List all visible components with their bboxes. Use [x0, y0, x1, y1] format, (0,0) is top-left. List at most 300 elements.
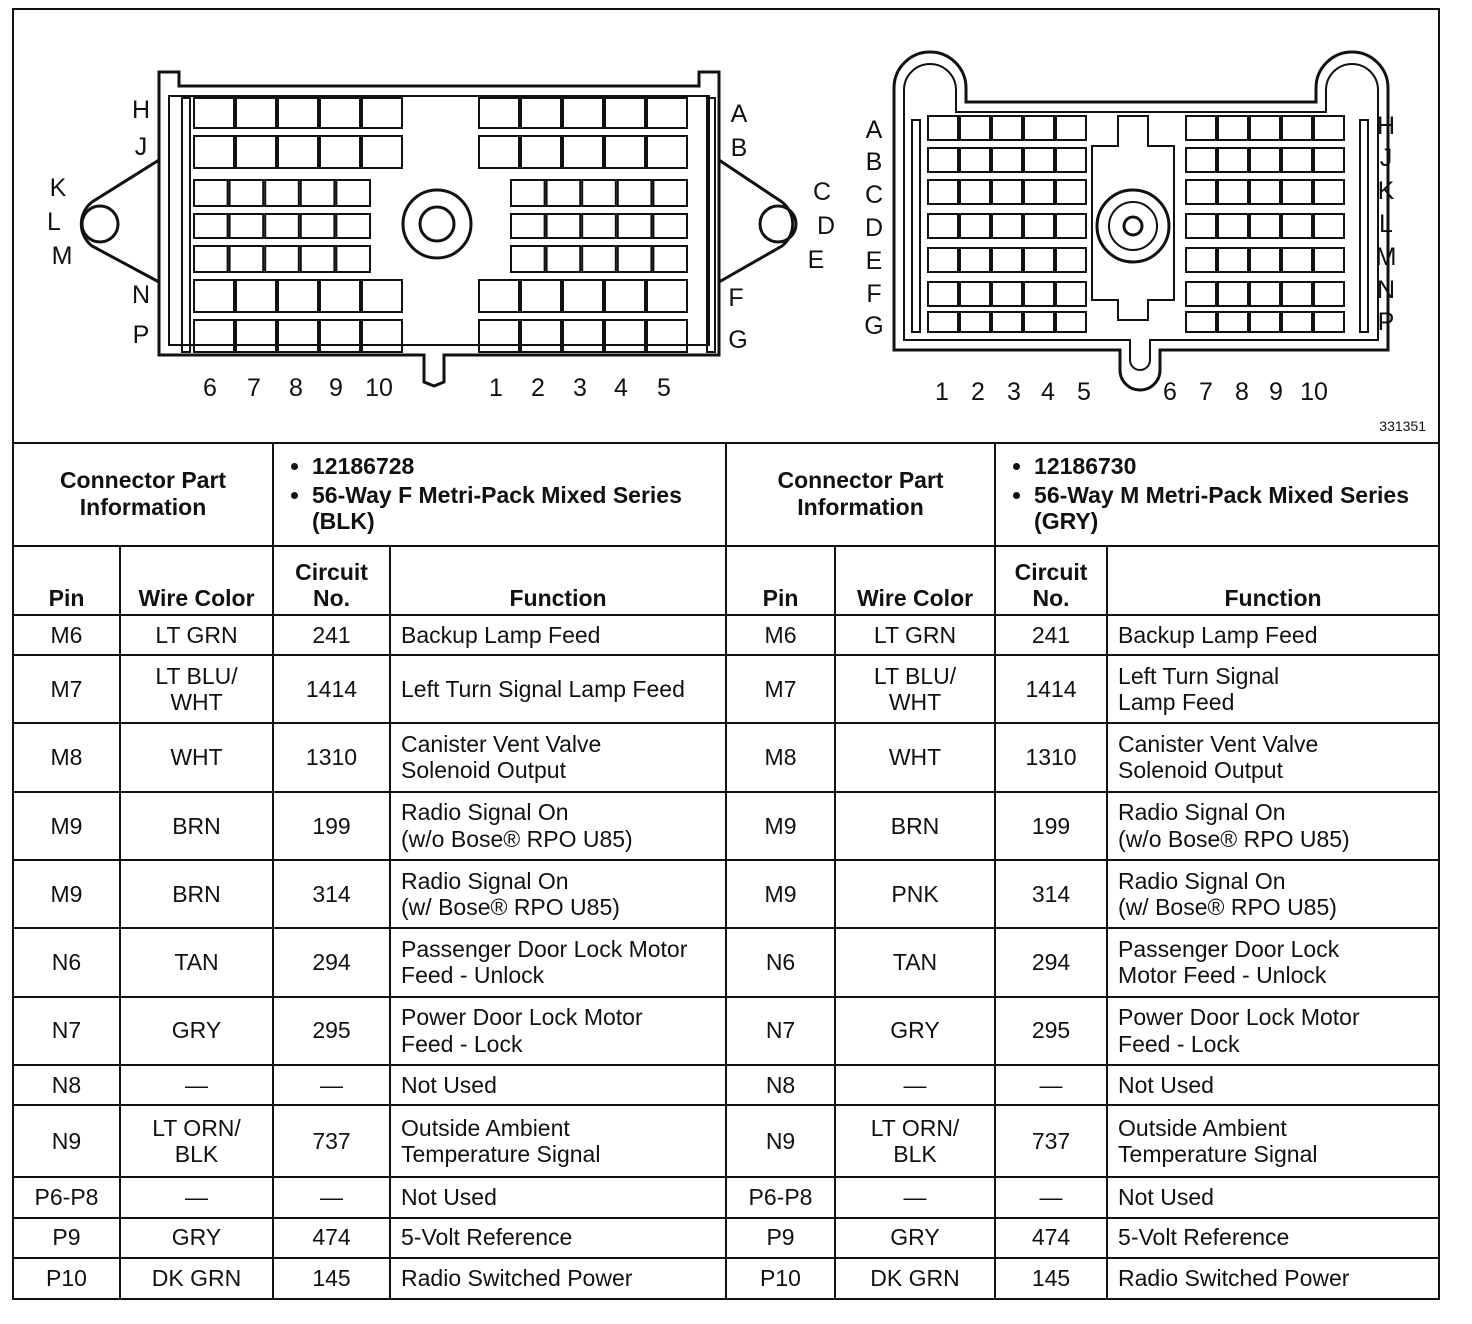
table-row — [14, 1177, 1438, 1217]
terminal-cavity — [618, 214, 652, 238]
terminal-cavity — [653, 246, 687, 272]
female-connector — [47, 72, 835, 402]
terminal-cavity — [1250, 116, 1280, 140]
terminal-cavity — [653, 214, 687, 238]
terminal-cavity — [992, 214, 1022, 238]
circuit-cell: 294 — [273, 928, 390, 996]
col-function: Function — [390, 546, 726, 614]
terminal-cavity — [301, 180, 335, 206]
terminal-cavity — [230, 214, 264, 238]
row-letter-label: A — [730, 100, 748, 128]
terminal-cavity — [362, 280, 402, 312]
pin-cell: M9 — [726, 792, 835, 860]
row-letter-label: A — [865, 116, 883, 144]
table-row — [14, 1258, 1438, 1298]
function-cell: Radio Signal On (w/ Bose® RPO U85) — [390, 860, 726, 928]
table-row — [14, 997, 1438, 1065]
terminal-cavity — [1056, 180, 1086, 204]
terminal-cavity — [194, 180, 228, 206]
terminal-cavity — [301, 214, 335, 238]
terminal-cavity — [362, 320, 402, 352]
terminal-cavity — [618, 180, 652, 206]
pin-cell: P10 — [726, 1258, 835, 1298]
pin-cell: P9 — [14, 1218, 120, 1258]
circuit-cell: 295 — [273, 997, 390, 1065]
terminal-cavity — [1282, 116, 1312, 140]
terminal-cavity — [563, 320, 603, 352]
row-letter-label: D — [816, 212, 836, 240]
terminal-cavity — [1250, 312, 1280, 332]
circuit-cell: 199 — [273, 792, 390, 860]
center-boss — [1097, 190, 1169, 262]
function-cell: Passenger Door Lock Motor Feed - Unlock — [390, 928, 726, 996]
terminal-cavity — [1218, 116, 1248, 140]
terminal-cavity — [1314, 148, 1344, 172]
function-cell: Canister Vent Valve Solenoid Output — [390, 723, 726, 791]
pin-cell: P10 — [14, 1258, 120, 1298]
terminal-cavity — [992, 282, 1022, 306]
terminal-cavity — [236, 136, 276, 168]
pin-cell: M6 — [726, 615, 835, 655]
function-cell: Not Used — [390, 1065, 726, 1105]
function-cell: Backup Lamp Feed — [390, 615, 726, 655]
wire-color-cell: WHT — [120, 723, 273, 791]
terminal-cavity — [960, 180, 990, 204]
male-connector-inner — [904, 64, 1378, 370]
terminal-cavity — [1186, 180, 1216, 204]
terminal-cavity — [928, 214, 958, 238]
terminal-cavity — [194, 98, 234, 128]
circuit-cell: 1414 — [995, 655, 1107, 723]
function-cell: Radio Signal On (w/ Bose® RPO U85) — [1107, 860, 1438, 928]
wire-color-cell: — — [120, 1177, 273, 1217]
circuit-cell: 145 — [995, 1258, 1107, 1298]
right-rail — [1360, 120, 1368, 332]
pin-cell: M9 — [14, 860, 120, 928]
terminal-cavity — [521, 320, 561, 352]
terminal-cavity — [1056, 248, 1086, 272]
circuit-cell: 1414 — [273, 655, 390, 723]
left-part-description: • 56-Way F Metri-Pack Mixed Series (BLK) — [312, 482, 715, 535]
circuit-cell: — — [273, 1065, 390, 1105]
circuit-cell: 1310 — [273, 723, 390, 791]
circuit-cell: 314 — [995, 860, 1107, 928]
column-number-label: 3 — [573, 374, 587, 402]
function-cell: Not Used — [1107, 1177, 1438, 1217]
center-bolt-icon — [420, 207, 454, 241]
function-cell: Radio Switched Power — [1107, 1258, 1438, 1298]
pinout-table — [14, 442, 1438, 1298]
terminal-cavity — [1314, 116, 1344, 140]
terminal-cavity — [1314, 214, 1344, 238]
circuit-cell: 145 — [273, 1258, 390, 1298]
pin-cell: N7 — [726, 997, 835, 1065]
table-row — [14, 1218, 1438, 1258]
terminal-cavity — [1186, 116, 1216, 140]
wire-color-cell: LT ORN/ BLK — [835, 1105, 995, 1177]
circuit-cell: 199 — [995, 792, 1107, 860]
pin-cell: P6-P8 — [14, 1177, 120, 1217]
circuit-cell: 737 — [995, 1105, 1107, 1177]
pin-cell: M8 — [726, 723, 835, 791]
left-part-number: • 12186728 — [312, 453, 715, 479]
terminal-cavity — [521, 98, 561, 128]
terminal-cavity — [230, 246, 264, 272]
terminal-cavity — [1186, 312, 1216, 332]
terminal-cavity — [479, 320, 519, 352]
pin-cell: N6 — [14, 928, 120, 996]
terminal-cavity — [278, 280, 318, 312]
pin-cell: M7 — [726, 655, 835, 723]
circuit-cell: — — [273, 1177, 390, 1217]
terminal-cavity — [278, 98, 318, 128]
row-letter-label: E — [807, 246, 825, 274]
circuit-cell: — — [995, 1177, 1107, 1217]
terminal-cavity — [547, 180, 581, 206]
column-number-label: 8 — [1235, 378, 1249, 406]
terminal-cavity — [1024, 248, 1054, 272]
wire-color-cell: — — [120, 1065, 273, 1105]
terminal-cavity — [563, 280, 603, 312]
wire-color-cell: BRN — [835, 792, 995, 860]
left-rail — [912, 120, 920, 332]
terminal-cavity — [928, 312, 958, 332]
row-letter-label: P — [132, 321, 150, 349]
wire-color-cell: — — [835, 1065, 995, 1105]
terminal-cavity — [605, 98, 645, 128]
column-number-label: 4 — [1041, 378, 1055, 406]
terminal-cavity — [992, 312, 1022, 332]
circuit-cell: 737 — [273, 1105, 390, 1177]
terminal-cavity — [320, 280, 360, 312]
terminal-cavity — [1056, 148, 1086, 172]
wire-color-cell: DK GRN — [835, 1258, 995, 1298]
column-number-label: 5 — [657, 374, 671, 402]
terminal-cavity — [1218, 214, 1248, 238]
terminal-cavity — [362, 136, 402, 168]
terminal-cavity — [960, 282, 990, 306]
terminal-cavity — [547, 214, 581, 238]
col-wire-color: Wire Color — [835, 546, 995, 614]
circuit-cell: 314 — [273, 860, 390, 928]
table-row — [14, 1065, 1438, 1105]
row-letter-label: C — [864, 181, 884, 209]
terminal-cavity — [336, 180, 370, 206]
function-cell: Power Door Lock Motor Feed - Lock — [390, 997, 726, 1065]
wire-color-cell: LT ORN/ BLK — [120, 1105, 273, 1177]
circuit-cell: 474 — [273, 1218, 390, 1258]
terminal-cavity — [1056, 282, 1086, 306]
terminal-cavity — [479, 98, 519, 128]
terminal-cavity — [582, 180, 616, 206]
row-letter-label: C — [812, 178, 832, 206]
column-header-row — [14, 546, 1438, 614]
row-letter-label: J — [1379, 144, 1393, 172]
terminal-cavity — [194, 136, 234, 168]
table-row — [14, 1105, 1438, 1177]
function-cell: 5-Volt Reference — [1107, 1218, 1438, 1258]
terminal-cavity — [1250, 282, 1280, 306]
terminal-cavity — [1218, 148, 1248, 172]
wire-color-cell: GRY — [835, 1218, 995, 1258]
left-mount-ear — [81, 160, 159, 282]
column-number-label: 8 — [289, 374, 303, 402]
pin-cell: M9 — [726, 860, 835, 928]
function-cell: Radio Signal On (w/o Bose® RPO U85) — [390, 792, 726, 860]
left-part-info — [273, 442, 726, 546]
wire-color-cell: — — [835, 1177, 995, 1217]
pin-cell: P9 — [726, 1218, 835, 1258]
terminal-cavity — [1282, 248, 1312, 272]
terminal-cavity — [1024, 116, 1054, 140]
wire-color-cell: GRY — [120, 1218, 273, 1258]
function-cell: Left Turn Signal Lamp Feed — [390, 655, 726, 723]
terminal-cavity — [194, 214, 228, 238]
row-letter-label: D — [864, 214, 884, 242]
terminal-cavity — [320, 98, 360, 128]
terminal-cavity — [960, 248, 990, 272]
terminal-cavity — [236, 280, 276, 312]
pin-cell: M9 — [14, 792, 120, 860]
pin-cell: M6 — [14, 615, 120, 655]
column-number-label: 1 — [935, 378, 949, 406]
terminal-cavity — [960, 148, 990, 172]
terminal-cavity — [1282, 148, 1312, 172]
row-letter-label: K — [1377, 177, 1395, 205]
terminal-cavity — [1024, 148, 1054, 172]
circuit-cell: 294 — [995, 928, 1107, 996]
row-letter-label: G — [864, 312, 884, 340]
function-cell: Outside Ambient Temperature Signal — [390, 1105, 726, 1177]
function-cell: Radio Signal On (w/o Bose® RPO U85) — [1107, 792, 1438, 860]
circuit-cell: 241 — [273, 615, 390, 655]
wire-color-cell: TAN — [835, 928, 995, 996]
pin-cell: M8 — [14, 723, 120, 791]
terminal-cavity — [653, 180, 687, 206]
terminal-cavity — [960, 312, 990, 332]
terminal-cavity — [479, 280, 519, 312]
male-connector — [864, 52, 1396, 406]
terminal-cavity — [265, 246, 299, 272]
column-number-label: 5 — [1077, 378, 1091, 406]
table-row — [14, 723, 1438, 791]
terminal-cavity — [511, 214, 545, 238]
terminal-cavity — [928, 180, 958, 204]
terminal-cavity — [992, 116, 1022, 140]
column-number-label: 3 — [1007, 378, 1021, 406]
column-number-label: 9 — [329, 374, 343, 402]
terminal-cavity — [582, 246, 616, 272]
connector-info-row — [14, 442, 1438, 546]
terminal-cavity — [1314, 282, 1344, 306]
terminal-cavity — [1218, 180, 1248, 204]
table-row — [14, 860, 1438, 928]
terminal-cavity — [1282, 312, 1312, 332]
terminal-cavity — [521, 136, 561, 168]
column-number-label: 7 — [247, 374, 261, 402]
column-number-label: 2 — [531, 374, 545, 402]
female-connector-outline — [159, 72, 719, 386]
function-cell: Backup Lamp Feed — [1107, 615, 1438, 655]
column-number-label: 9 — [1269, 378, 1283, 406]
row-letter-label: N — [1376, 276, 1396, 304]
wire-color-cell: DK GRN — [120, 1258, 273, 1298]
terminal-cavity — [336, 246, 370, 272]
column-number-label: 7 — [1199, 378, 1213, 406]
circuit-cell: 241 — [995, 615, 1107, 655]
terminal-cavity — [928, 116, 958, 140]
row-letter-label: M — [51, 242, 73, 270]
terminal-cavity — [1218, 312, 1248, 332]
table-row — [14, 655, 1438, 723]
function-cell: 5-Volt Reference — [390, 1218, 726, 1258]
terminal-cavity — [928, 248, 958, 272]
terminal-cavity — [563, 98, 603, 128]
terminal-cavity — [1056, 116, 1086, 140]
terminal-cavity — [362, 98, 402, 128]
right-part-description: • 56-Way M Metri-Pack Mixed Series (GRY) — [1034, 482, 1428, 535]
terminal-cavity — [992, 248, 1022, 272]
col-pin: Pin — [726, 546, 835, 614]
function-cell: Passenger Door Lock Motor Feed - Unlock — [1107, 928, 1438, 996]
row-letter-label: L — [47, 208, 61, 236]
terminal-cavity — [647, 320, 687, 352]
row-letter-label: M — [1375, 243, 1397, 271]
terminal-cavity — [265, 214, 299, 238]
terminal-cavity — [992, 148, 1022, 172]
connector-face-views — [14, 10, 1438, 442]
terminal-cavity — [928, 148, 958, 172]
terminal-cavity — [194, 320, 234, 352]
right-part-info — [995, 442, 1438, 546]
right-part-number: • 12186730 — [1034, 453, 1428, 479]
terminal-cavity — [320, 136, 360, 168]
column-number-label: 2 — [971, 378, 985, 406]
col-circuit: Circuit No. — [995, 546, 1107, 614]
row-letter-label: G — [728, 326, 748, 354]
terminal-cavity — [960, 116, 990, 140]
right-mount-ear — [719, 160, 793, 282]
terminal-cavity — [511, 246, 545, 272]
row-letter-label: J — [134, 133, 148, 161]
terminal-cavity — [1024, 214, 1054, 238]
row-letter-label: H — [1376, 112, 1396, 140]
terminal-cavity — [1024, 282, 1054, 306]
terminal-cavity — [1282, 180, 1312, 204]
terminal-cavity — [1024, 180, 1054, 204]
terminal-cavity — [618, 246, 652, 272]
terminal-cavity — [992, 180, 1022, 204]
terminal-cavity — [521, 280, 561, 312]
circuit-cell: 474 — [995, 1218, 1107, 1258]
center-boss-ring — [1109, 202, 1157, 250]
terminal-cavity — [1218, 282, 1248, 306]
terminal-cavity — [301, 246, 335, 272]
terminal-cavity — [1186, 214, 1216, 238]
wire-color-cell: LT BLU/ WHT — [120, 655, 273, 723]
terminal-cavity — [278, 136, 318, 168]
pin-cell: N7 — [14, 997, 120, 1065]
terminal-cavity — [605, 136, 645, 168]
column-number-label: 1 — [489, 374, 503, 402]
wire-color-cell: WHT — [835, 723, 995, 791]
column-number-label: 4 — [614, 374, 628, 402]
wire-color-cell: BRN — [120, 792, 273, 860]
wire-color-cell: TAN — [120, 928, 273, 996]
pin-cell: N8 — [726, 1065, 835, 1105]
table-row — [14, 792, 1438, 860]
left-info-label: Connector Part Information — [14, 442, 273, 546]
terminal-cavity — [194, 246, 228, 272]
terminal-cavity — [230, 180, 264, 206]
terminal-cavity — [479, 136, 519, 168]
terminal-cavity — [582, 214, 616, 238]
terminal-cavity — [1186, 148, 1216, 172]
function-cell: Left Turn Signal Lamp Feed — [1107, 655, 1438, 723]
column-number-label: 6 — [203, 374, 217, 402]
terminal-cavity — [1282, 282, 1312, 306]
right-mount-hole — [760, 206, 796, 242]
right-info-label: Connector Part Information — [726, 442, 995, 546]
function-cell: Not Used — [390, 1177, 726, 1217]
terminal-cavity — [647, 280, 687, 312]
row-letter-label: N — [131, 281, 151, 309]
function-cell: Canister Vent Valve Solenoid Output — [1107, 723, 1438, 791]
terminal-cavity — [928, 282, 958, 306]
terminal-cavity — [1314, 248, 1344, 272]
wire-color-cell: LT GRN — [835, 615, 995, 655]
wire-color-cell: PNK — [835, 860, 995, 928]
terminal-cavity — [1056, 214, 1086, 238]
table-row — [14, 928, 1438, 996]
row-letter-label: B — [730, 134, 748, 162]
table-row — [14, 615, 1438, 655]
terminal-cavity — [1250, 214, 1280, 238]
terminal-cavity — [278, 320, 318, 352]
terminal-cavity — [1250, 148, 1280, 172]
column-number-label: 10 — [1300, 378, 1328, 406]
column-number-label: 6 — [1163, 378, 1177, 406]
terminal-cavity — [1314, 180, 1344, 204]
row-letter-label: B — [865, 148, 883, 176]
terminal-cavity — [1218, 248, 1248, 272]
terminal-cavity — [336, 214, 370, 238]
pin-cell: N9 — [726, 1105, 835, 1177]
terminal-cavity — [547, 246, 581, 272]
terminal-cavity — [605, 280, 645, 312]
row-letter-label: F — [866, 280, 882, 308]
pin-cell: N9 — [14, 1105, 120, 1177]
terminal-cavity — [1250, 248, 1280, 272]
center-boss — [403, 190, 471, 258]
connector-diagrams — [14, 10, 1438, 444]
row-letter-label: K — [49, 174, 67, 202]
terminal-cavity — [1282, 214, 1312, 238]
pin-cell: N6 — [726, 928, 835, 996]
function-cell: Radio Switched Power — [390, 1258, 726, 1298]
pin-cell: N8 — [14, 1065, 120, 1105]
function-cell: Not Used — [1107, 1065, 1438, 1105]
wire-color-cell: GRY — [835, 997, 995, 1065]
terminal-cavity — [647, 98, 687, 128]
terminal-cavity — [960, 214, 990, 238]
left-rail — [182, 98, 190, 352]
center-bolt-icon — [1124, 217, 1142, 235]
terminal-cavity — [1186, 282, 1216, 306]
pin-cell: M7 — [14, 655, 120, 723]
terminal-cavity — [1314, 312, 1344, 332]
terminal-cavity — [647, 136, 687, 168]
